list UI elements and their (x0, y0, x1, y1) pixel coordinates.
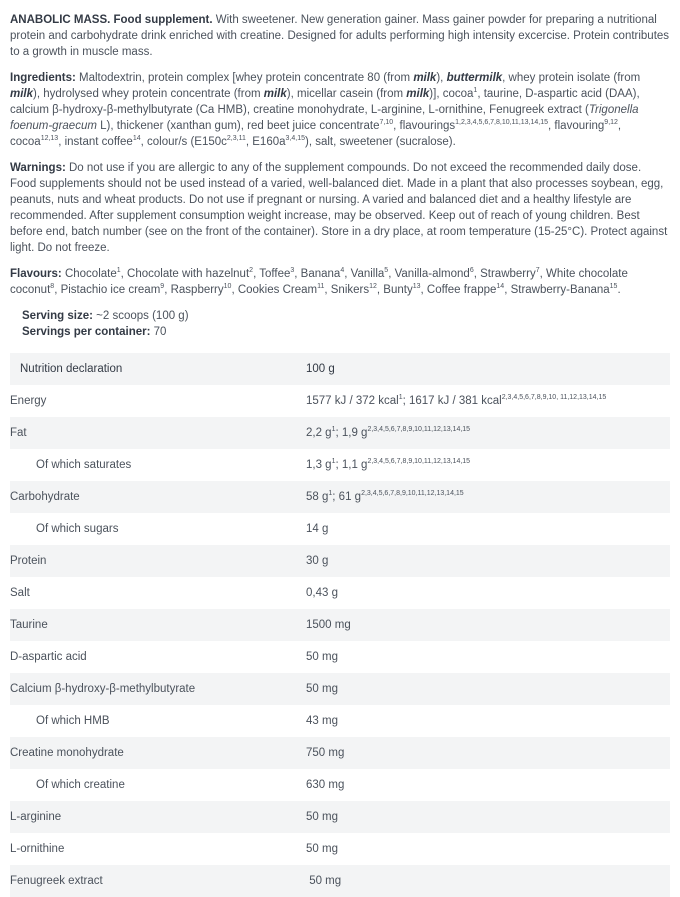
table-header-amount: 100 g (306, 363, 335, 375)
table-row (10, 673, 670, 705)
text-segment: 1577 kJ / 372 kcal (306, 395, 399, 407)
table-row (10, 769, 670, 801)
nutrient-value (306, 641, 670, 673)
serving-line (22, 324, 670, 340)
serving-info (22, 308, 670, 340)
text-segment: 50 mg (306, 683, 338, 695)
nutrient-label: Protein (10, 555, 47, 567)
text-segment: milk (263, 88, 287, 100)
superscript: 3 (290, 267, 295, 275)
superscript: 2,3,11 (226, 135, 246, 143)
text-segment: , cocoa (10, 120, 622, 148)
text-segment: , colour/s (E150c (140, 136, 227, 148)
table-row (10, 385, 670, 417)
text-segment: ), salt, sweetener (sucralose). (304, 136, 456, 148)
text-segment: , flavouring (548, 120, 605, 132)
superscript: 2,3,4,5,6,7,8,9,10,11,12,13,14,15 (367, 426, 471, 434)
superscript: 2,3,4,5,6,7,8,9,10, 11,12,13,14,15 (501, 394, 607, 402)
serving-line (22, 308, 670, 324)
nutrient-label: Carbohydrate (10, 491, 80, 503)
nutrient-value (306, 385, 670, 417)
paragraph-warnings (10, 160, 670, 256)
description-section (10, 12, 670, 298)
text-segment: ; 1617 kJ / 381 kcal (402, 395, 502, 407)
nutrient-label: Fat (10, 427, 27, 439)
text-segment: buttermilk (446, 72, 503, 84)
text-segment: , Chocolate with hazelnut (120, 268, 250, 280)
text-segment: 0,43 g (306, 587, 338, 599)
nutrient-label: Of which saturates (36, 459, 132, 471)
nutrient-value (306, 417, 670, 449)
superscript: 9 (160, 283, 165, 291)
nutrient-value (306, 801, 670, 833)
text-segment: ; 61 g (332, 491, 362, 503)
text-segment: , Strawberry-Banana (504, 284, 610, 296)
table-row (10, 417, 670, 449)
superscript: 1 (116, 267, 121, 275)
text-segment: , White chocolate coconut (10, 268, 628, 296)
table-header-row (10, 353, 670, 385)
superscript: 11 (317, 283, 325, 291)
text-segment: , Bunty (376, 284, 413, 296)
text-segment: )], cocoa (429, 88, 474, 100)
nutrient-label: Of which HMB (36, 715, 110, 727)
text-segment: , whey protein isolate (from (502, 72, 641, 84)
nutrient-label: Taurine (10, 619, 48, 631)
text-segment: , instant coffee (58, 136, 133, 148)
text-segment: , Cookies Cream (231, 284, 318, 296)
text-segment: , Raspberry (164, 284, 224, 296)
superscript: 14 (496, 283, 505, 291)
text-segment: 1500 mg (306, 619, 351, 631)
superscript: 1 (328, 490, 333, 498)
superscript: 12 (369, 283, 377, 291)
superscript: 1,2,3,4,5,6,7,8,10,11,13,14,15 (455, 119, 549, 127)
superscript: 3,4,15 (285, 135, 305, 143)
text-segment: L), thickener (xanthan gum), red beet juice concentrate (96, 120, 380, 132)
superscript: 13 (412, 283, 421, 291)
table-row (10, 801, 670, 833)
nutrient-label: D-aspartic acid (10, 651, 87, 663)
text-segment: 50 mg (306, 651, 338, 663)
table-row (10, 577, 670, 609)
text-segment: 14 g (306, 523, 329, 535)
table-row (10, 513, 670, 545)
nutrient-label: Of which sugars (36, 523, 119, 535)
nutrient-label: L-ornithine (10, 843, 65, 855)
text-segment: ), (436, 72, 447, 84)
text-segment: , Strawberry (473, 268, 536, 280)
serving-value: ~2 scoops (100 g) (92, 310, 189, 322)
text-segment: milk (406, 88, 430, 100)
text-segment: 50 mg (306, 811, 338, 823)
table-row (10, 833, 670, 865)
text-segment: , flavourings (393, 120, 456, 132)
nutrient-label: Calcium β-hydroxy-β-methylbutyrate (10, 683, 196, 695)
table-row (10, 737, 670, 769)
text-segment: 50 mg (306, 875, 342, 887)
text-segment: 630 mg (306, 779, 345, 791)
serving-value: 70 (150, 326, 167, 338)
nutrient-value (306, 705, 670, 737)
table-row (10, 545, 670, 577)
superscript: 1 (331, 426, 336, 434)
text-segment: , E160a (245, 136, 286, 148)
table-header-name: Nutrition declaration (20, 363, 123, 375)
superscript: 1 (331, 458, 336, 466)
text-segment: , Snikers (324, 284, 370, 296)
nutrient-label: Of which creatine (36, 779, 125, 791)
nutrient-value (306, 577, 670, 609)
nutrient-value (306, 481, 670, 513)
serving-label: Serving size: (22, 310, 93, 322)
superscript: 1 (473, 87, 478, 95)
text-segment: , Vanilla-almond (388, 268, 470, 280)
text-segment: 750 mg (306, 747, 345, 759)
superscript: 7 (535, 267, 540, 275)
text-segment: 30 g (306, 555, 329, 567)
superscript: 12,13 (40, 135, 59, 143)
text-segment: , Banana (294, 268, 341, 280)
table-row (10, 609, 670, 641)
nutrient-value (306, 673, 670, 705)
superscript: 4 (340, 267, 345, 275)
text-segment: 50 mg (306, 843, 338, 855)
text-segment: . (617, 284, 621, 296)
nutrient-value (306, 545, 670, 577)
superscript: 2 (249, 267, 254, 275)
nutrient-label: Fenugreek extract (10, 875, 103, 887)
nutrition-table (10, 353, 670, 897)
superscript: 15 (609, 283, 618, 291)
superscript: 2,3,4,5,6,7,8,9,10,11,12,13,14,15 (361, 490, 464, 498)
text-segment: Maltodextrin, protein complex [whey protein concentrate 80 (from (75, 72, 414, 84)
text-segment: Do not use if you are allergic to any of the supplement compounds. Do not exceed the recommended daily dose. Food supplements should not be used instead of a varied, well-balanced diet. Made in a plant that also processes soybean, egg, peanuts, nuts and wheat products. Do not use if pregnant or nursing. A varied and balanced diet and a healthy lifestyle are recommended. After supplement consumption weight increase, may be observed. Keep out of reach of young children. Best before end, batch number (see on the front of the container). Store in a dry place, at room temperature (15-25°C). Protect against light. Do not freeze. (10, 162, 668, 254)
superscript: 2,3,4,5,6,7,8,9,10,11,12,13,14,15 (367, 458, 471, 466)
text-segment: ; 1,9 g (335, 427, 368, 439)
text-segment: , taurine, D-aspartic acid (DAA), calcium β-hydroxy-β-methylbutyrate (Ca HMB), creatine monohydrate, L-arginine, L-ornithine, Fenugreek extract ( (10, 88, 640, 116)
superscript: 9,12 (604, 119, 618, 127)
text-segment: 58 g (306, 491, 329, 503)
paragraph-intro (10, 12, 670, 60)
text-segment: milk (413, 72, 437, 84)
text-segment: Flavours: (10, 268, 62, 280)
text-segment: 1,3 g (306, 459, 332, 471)
paragraph-ingredients (10, 70, 670, 150)
nutrient-label: Creatine monohydrate (10, 747, 124, 759)
text-segment: ; 1,1 g (335, 459, 368, 471)
nutrient-value (306, 609, 670, 641)
text-segment: , Pistachio ice cream (54, 284, 161, 296)
superscript: 6 (469, 267, 474, 275)
table-row (10, 705, 670, 737)
table-row (10, 481, 670, 513)
text-segment: milk (10, 88, 34, 100)
text-segment: ), micellar casein (from (286, 88, 407, 100)
text-segment: Chocolate (61, 268, 117, 280)
text-segment: Warnings: (10, 162, 66, 174)
paragraph-flavours (10, 266, 670, 298)
table-row (10, 449, 670, 481)
nutrient-value (306, 737, 670, 769)
superscript: 1 (398, 394, 403, 402)
nutrient-label: Energy (10, 395, 47, 407)
text-segment: , Toffee (253, 268, 291, 280)
text-segment: ANABOLIC MASS. Food supplement. (10, 14, 213, 26)
text-segment: ), hydrolysed whey protein concentrate (from (33, 88, 264, 100)
text-segment: Ingredients: (10, 72, 76, 84)
table-row (10, 865, 670, 897)
nutrient-value (306, 769, 670, 801)
text-segment: With sweetener. New generation gainer. Mass gainer powder for preparing a nutritional protein and carbohydrate drink enriched with creatine. Designed for adults performing high intensity excercise. Protein contributes to a growth in muscle mass. (10, 14, 670, 58)
superscript: 5 (384, 267, 389, 275)
text-segment: 43 mg (306, 715, 338, 727)
nutrient-value (306, 833, 670, 865)
nutrient-label: Salt (10, 587, 30, 599)
text-segment: 2,2 g (306, 427, 332, 439)
text-segment: Trigonella foenum-graecum (10, 104, 639, 132)
superscript: 7,10 (379, 119, 394, 127)
serving-label: Servings per container: (22, 326, 151, 338)
superscript: 10 (223, 283, 232, 291)
superscript: 8 (50, 283, 55, 291)
nutrient-value (306, 513, 670, 545)
table-row (10, 641, 670, 673)
nutrient-value (306, 449, 670, 481)
nutrient-value (306, 865, 670, 897)
text-segment: , Vanilla (344, 268, 385, 280)
nutrient-label: L-arginine (10, 811, 62, 823)
text-segment: , Coffee frappe (420, 284, 497, 296)
superscript: 14 (132, 135, 141, 143)
nutrition-table-body (10, 385, 670, 897)
